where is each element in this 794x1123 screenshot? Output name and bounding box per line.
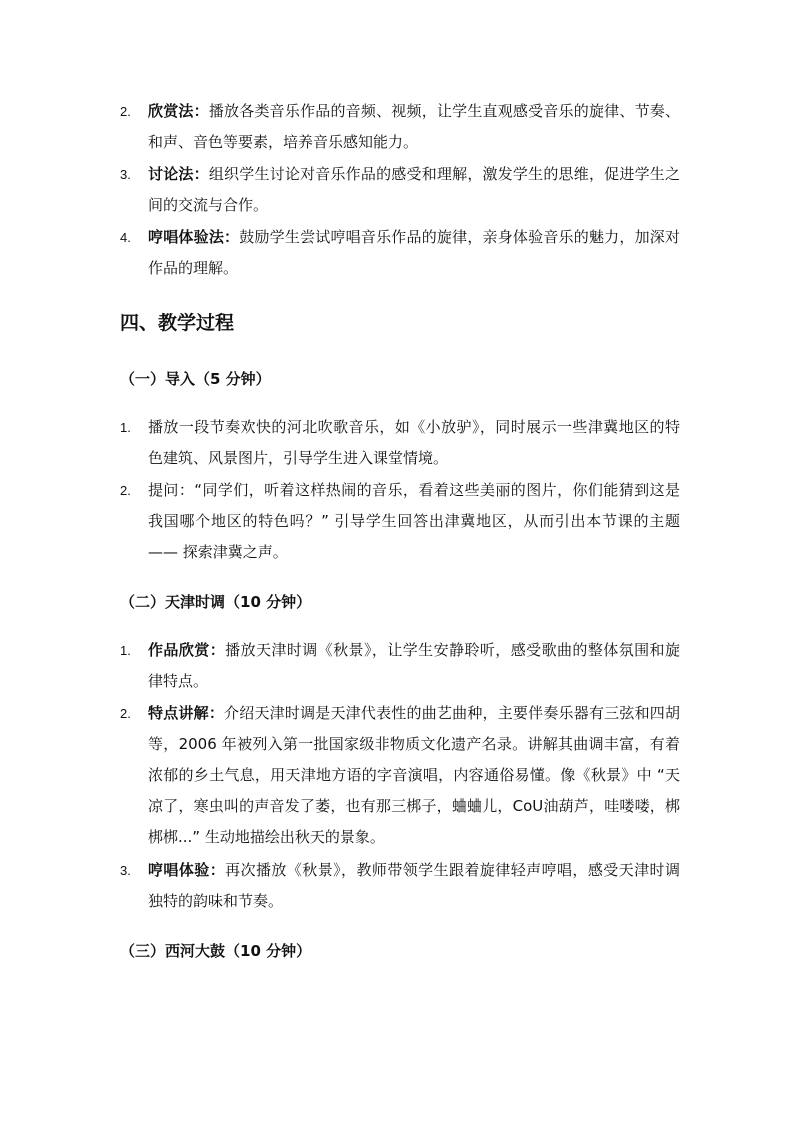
subsection-heading-intro: （一）导入（5 分钟） [120, 370, 271, 388]
item-text: 提问：“同学们，听着这样热闹的音乐，看着这些美丽的图片，你们能猜到这是我国哪个地区的特色吗？” 引导学生回答出津冀地区，从而引出本节课的主题 —— 探索津冀之声。 [148, 481, 680, 561]
item-text: 再次播放《秋景》，教师带领学生跟着旋律轻声哼唱，感受天津时调独特的韵味和节奏。 [148, 861, 680, 910]
item-label-colon: ： [193, 102, 209, 120]
list-number: 2. [120, 483, 131, 498]
item-text: 播放天津时调《秋景》，让学生安静聆听，感受歌曲的整体氛围和旋律特点。 [148, 641, 680, 690]
list-number: 1. [120, 420, 131, 435]
list-number: 2. [120, 104, 131, 119]
list-item-tianjin-1 [120, 635, 680, 697]
item-label: 特点讲解 [148, 704, 209, 722]
item-label-colon: ： [208, 704, 225, 722]
list-item-method-3 [120, 159, 680, 221]
item-label-colon: ： [224, 228, 240, 246]
list-item-intro-2 [120, 475, 680, 568]
item-label: 欣赏法 [148, 102, 194, 120]
list-item-tianjin-2 [120, 698, 680, 853]
item-text: 组织学生讨论对音乐作品的感受和理解，激发学生的思维，促进学生之间的交流与合作。 [148, 165, 680, 214]
item-label: 哼唱体验法 [148, 228, 225, 246]
item-label-colon: ： [209, 641, 226, 659]
section-title: 四、教学过程 [120, 312, 235, 334]
list-number: 4. [120, 230, 131, 245]
list-number: 3. [120, 863, 131, 878]
item-label: 作品欣赏 [148, 641, 210, 659]
subsection-heading-xihe: （三）西河大鼓（10 分钟） [120, 942, 312, 960]
item-label-colon: ： [209, 861, 226, 879]
list-item-method-2 [120, 96, 680, 158]
item-text: 鼓励学生尝试哼唱音乐作品的旋律，亲身体验音乐的魅力，加深对作品的理解。 [148, 228, 680, 277]
list-item-intro-1 [120, 412, 680, 474]
item-text: 播放一段节奏欢快的河北吹歌音乐，如《小放驴》，同时展示一些津冀地区的特色建筑、风景图片，引导学生进入课堂情境。 [148, 418, 680, 467]
item-label: 讨论法 [148, 165, 194, 183]
list-item-tianjin-3 [120, 855, 680, 917]
item-label: 哼唱体验 [148, 861, 210, 879]
item-label-colon: ： [193, 165, 209, 183]
list-number: 3. [120, 167, 131, 182]
list-number: 1. [120, 643, 131, 658]
item-text: 播放各类音乐作品的音频、视频，让学生直观感受音乐的旋律、节奏、和声、音色等要素，培养音乐感知能力。 [148, 102, 680, 151]
subsection-heading-tianjin: （二）天津时调（10 分钟） [120, 593, 312, 611]
list-item-method-4 [120, 222, 680, 284]
list-number: 2. [120, 706, 131, 721]
item-text: 介绍天津时调是天津代表性的曲艺曲种，主要伴奏乐器有三弦和四胡等，2006 年被列入第一批国家级非物质文化遗产名录。讲解其曲调丰富，有着浓郁的乡土气息，用天津地方语的字音演唱，内容通俗易懂。像《秋景》中 “天凉了，寒虫叫的声音发了萎，也有那三梆子，蛐蛐儿，CoU油葫芦，哇喽喽，梆梆梆...” 生动地描绘出秋天的景象。 [148, 704, 680, 846]
